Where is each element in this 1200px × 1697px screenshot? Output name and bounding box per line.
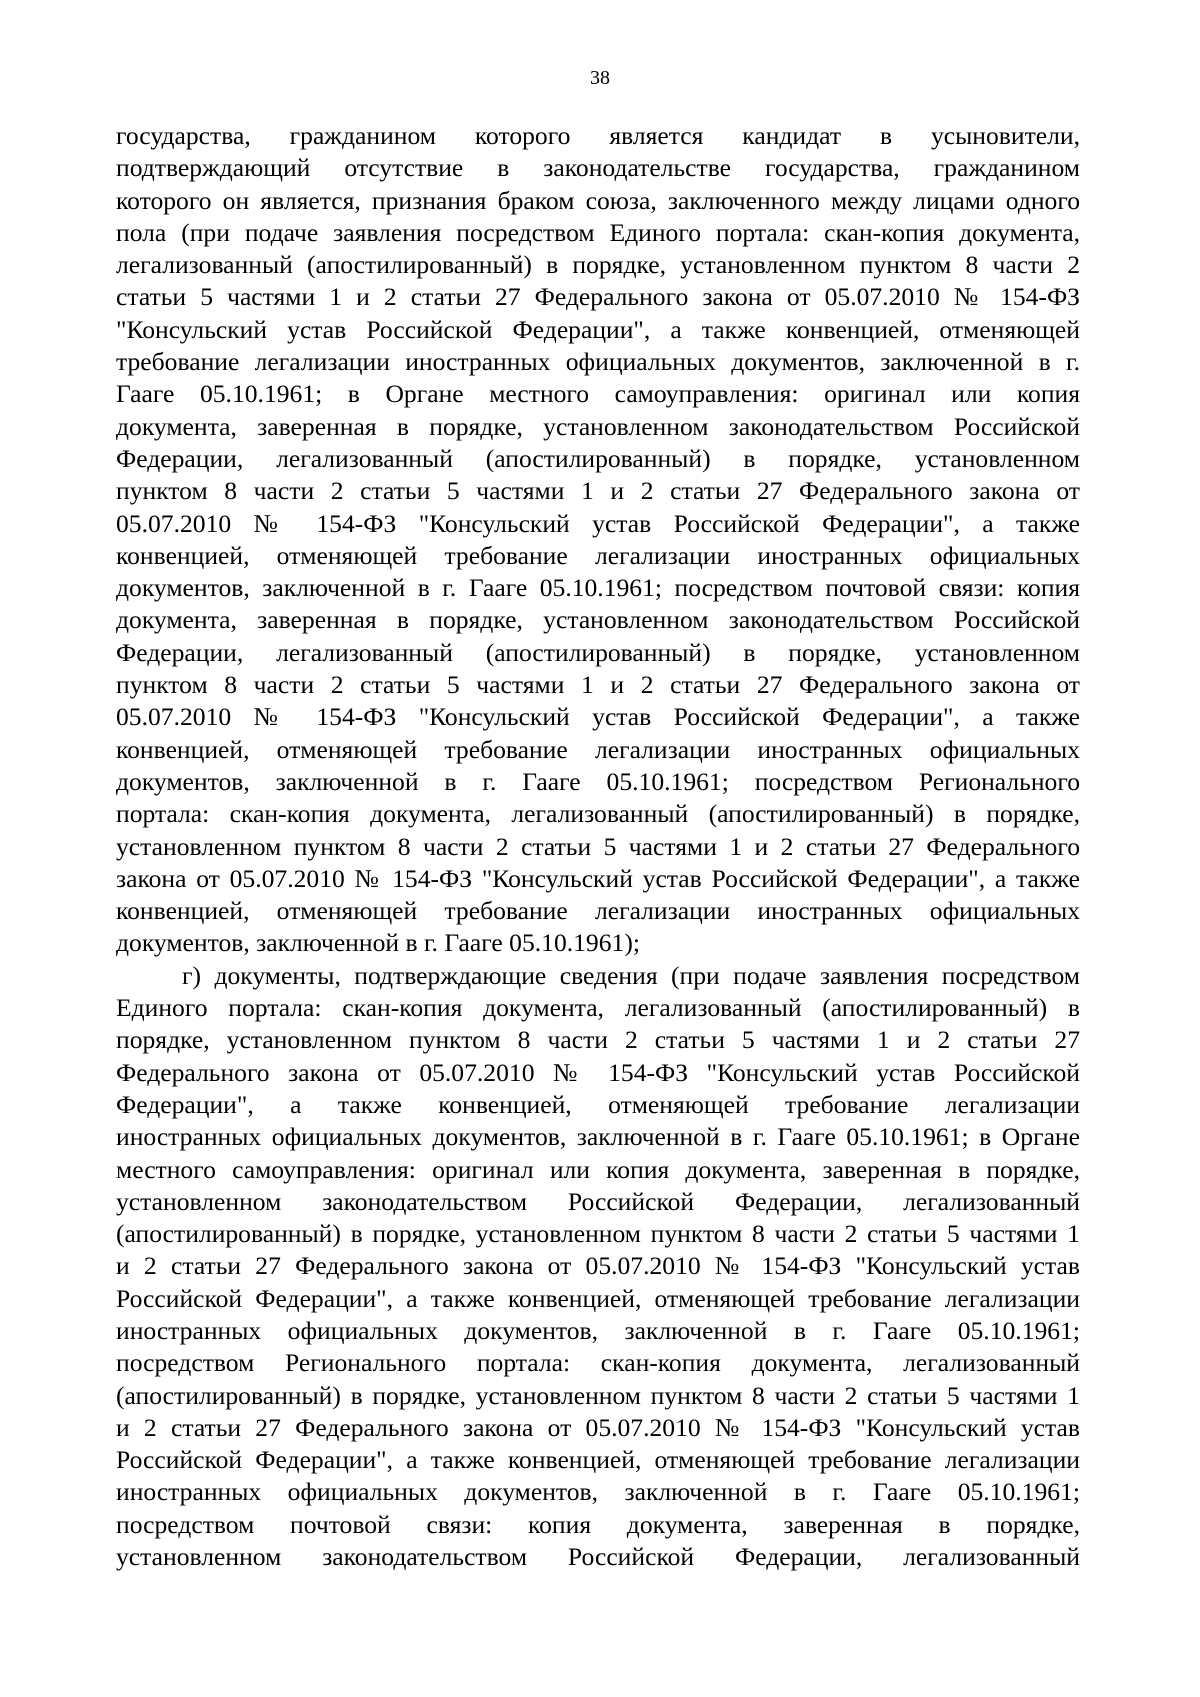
text-line: и 2 статьи 27 Федерального закона от 05.07.2010 № 154-ФЗ "Консульский устав: [116, 1251, 1080, 1281]
text-line: иностранных официальных документов, заключенной в г. Гааге 05.10.1961;: [116, 1315, 1080, 1345]
text-line: иностранных официальных документов, заключенной в г. Гааге 05.10.1961; в Органе: [116, 1122, 1080, 1152]
text-line: Единого портала: скан-копия документа, легализованный (апостилированный) в: [116, 993, 1080, 1023]
text-line: Российской Федерации", а также конвенцией, отменяющей требование легализации: [116, 1283, 1080, 1313]
text-line: Российской Федерации", а также конвенцией, отменяющей требование легализации: [116, 1445, 1080, 1475]
text-line: Федерации, легализованный (апостилированный) в порядке, установленном: [116, 443, 1080, 473]
text-line: (апостилированный) в порядке, установленном пунктом 8 части 2 статьи 5 частями 1: [116, 1219, 1080, 1249]
text-line: пола (при подаче заявления посредством Единого портала: скан-копия документа,: [116, 217, 1080, 247]
text-line: пунктом 8 части 2 статьи 5 частями 1 и 2 статьи 27 Федерального закона от: [116, 670, 1080, 700]
text-line: Федерации", а также конвенцией, отменяющей требование легализации: [116, 1089, 1080, 1119]
text-line: документов, заключенной в г. Гааге 05.10.1961; посредством Регионального: [116, 766, 1080, 796]
text-line: портала: скан-копия документа, легализованный (апостилированный) в порядке,: [116, 799, 1080, 829]
text-line: подтверждающий отсутствие в законодательстве государства, гражданином: [116, 153, 1080, 183]
text-line: конвенцией, отменяющей требование легализации иностранных официальных: [116, 734, 1080, 764]
text-line: (апостилированный) в порядке, установленном пунктом 8 части 2 статьи 5 частями 1: [116, 1380, 1080, 1410]
text-line: установленном пунктом 8 части 2 статьи 5 частями 1 и 2 статьи 27 Федерального: [116, 831, 1080, 861]
text-line: документов, заключенной в г. Гааге 05.10.1961; посредством почтовой связи: копия: [116, 573, 1080, 603]
text-line: Федерального закона от 05.07.2010 № 154-ФЗ "Консульский устав Российской: [116, 1057, 1080, 1087]
text-line: иностранных официальных документов, заключенной в г. Гааге 05.10.1961;: [116, 1477, 1080, 1507]
text-line: статьи 5 частями 1 и 2 статьи 27 Федерального закона от 05.07.2010 № 154-ФЗ: [116, 282, 1080, 312]
text-line: порядке, установленном пунктом 8 части 2 статьи 5 частями 1 и 2 статьи 27: [116, 1025, 1080, 1055]
page-number: 38: [590, 67, 610, 89]
text-line: закона от 05.07.2010 № 154-ФЗ "Консульский устав Российской Федерации", а также: [116, 863, 1080, 893]
text-line: Федерации, легализованный (апостилированный) в порядке, установленном: [116, 637, 1080, 667]
text-line: установленном законодательством Российской Федерации, легализованный: [116, 1186, 1080, 1216]
document-body: [116, 120, 1080, 1573]
text-line: 05.07.2010 № 154-ФЗ "Консульский устав Российской Федерации", а также: [116, 508, 1080, 538]
text-line: документа, заверенная в порядке, установленном законодательством Российской: [116, 411, 1080, 441]
text-line: пунктом 8 части 2 статьи 5 частями 1 и 2 статьи 27 Федерального закона от: [116, 476, 1080, 506]
text-line: посредством почтовой связи: копия документа, заверенная в порядке,: [116, 1509, 1080, 1539]
text-line: которого он является, признания браком союза, заключенного между лицами одного: [116, 185, 1080, 215]
text-line: местного самоуправления: оригинал или копия документа, заверенная в порядке,: [116, 1154, 1080, 1184]
text-line: Гааге 05.10.1961; в Органе местного самоуправления: оригинал или копия: [116, 379, 1080, 409]
text-line: г) документы, подтверждающие сведения (при подаче заявления посредством: [182, 960, 1080, 990]
text-line: "Консульский устав Российской Федерации", а также конвенцией, отменяющей: [116, 314, 1080, 344]
text-line: 05.07.2010 № 154-ФЗ "Консульский устав Российской Федерации", а также: [116, 702, 1080, 732]
text-line: государства, гражданином которого является кандидат в усыновители,: [116, 121, 1080, 150]
text-line: документа, заверенная в порядке, установленном законодательством Российской: [116, 605, 1080, 635]
text-line: конвенцией, отменяющей требование легализации иностранных официальных: [116, 896, 1080, 926]
text-line: установленном законодательством Российской Федерации, легализованный: [116, 1542, 1080, 1572]
text-line: конвенцией, отменяющей требование легализации иностранных официальных: [116, 540, 1080, 570]
text-line: легализованный (апостилированный) в порядке, установленном пунктом 8 части 2: [116, 250, 1080, 280]
text-line: требование легализации иностранных официальных документов, заключенной в г.: [116, 347, 1080, 377]
text-line: документов, заключенной в г. Гааге 05.10.1961);: [116, 928, 640, 958]
text-line: и 2 статьи 27 Федерального закона от 05.07.2010 № 154-ФЗ "Консульский устав: [116, 1412, 1080, 1442]
text-line: посредством Регионального портала: скан-копия документа, легализованный: [116, 1348, 1080, 1378]
